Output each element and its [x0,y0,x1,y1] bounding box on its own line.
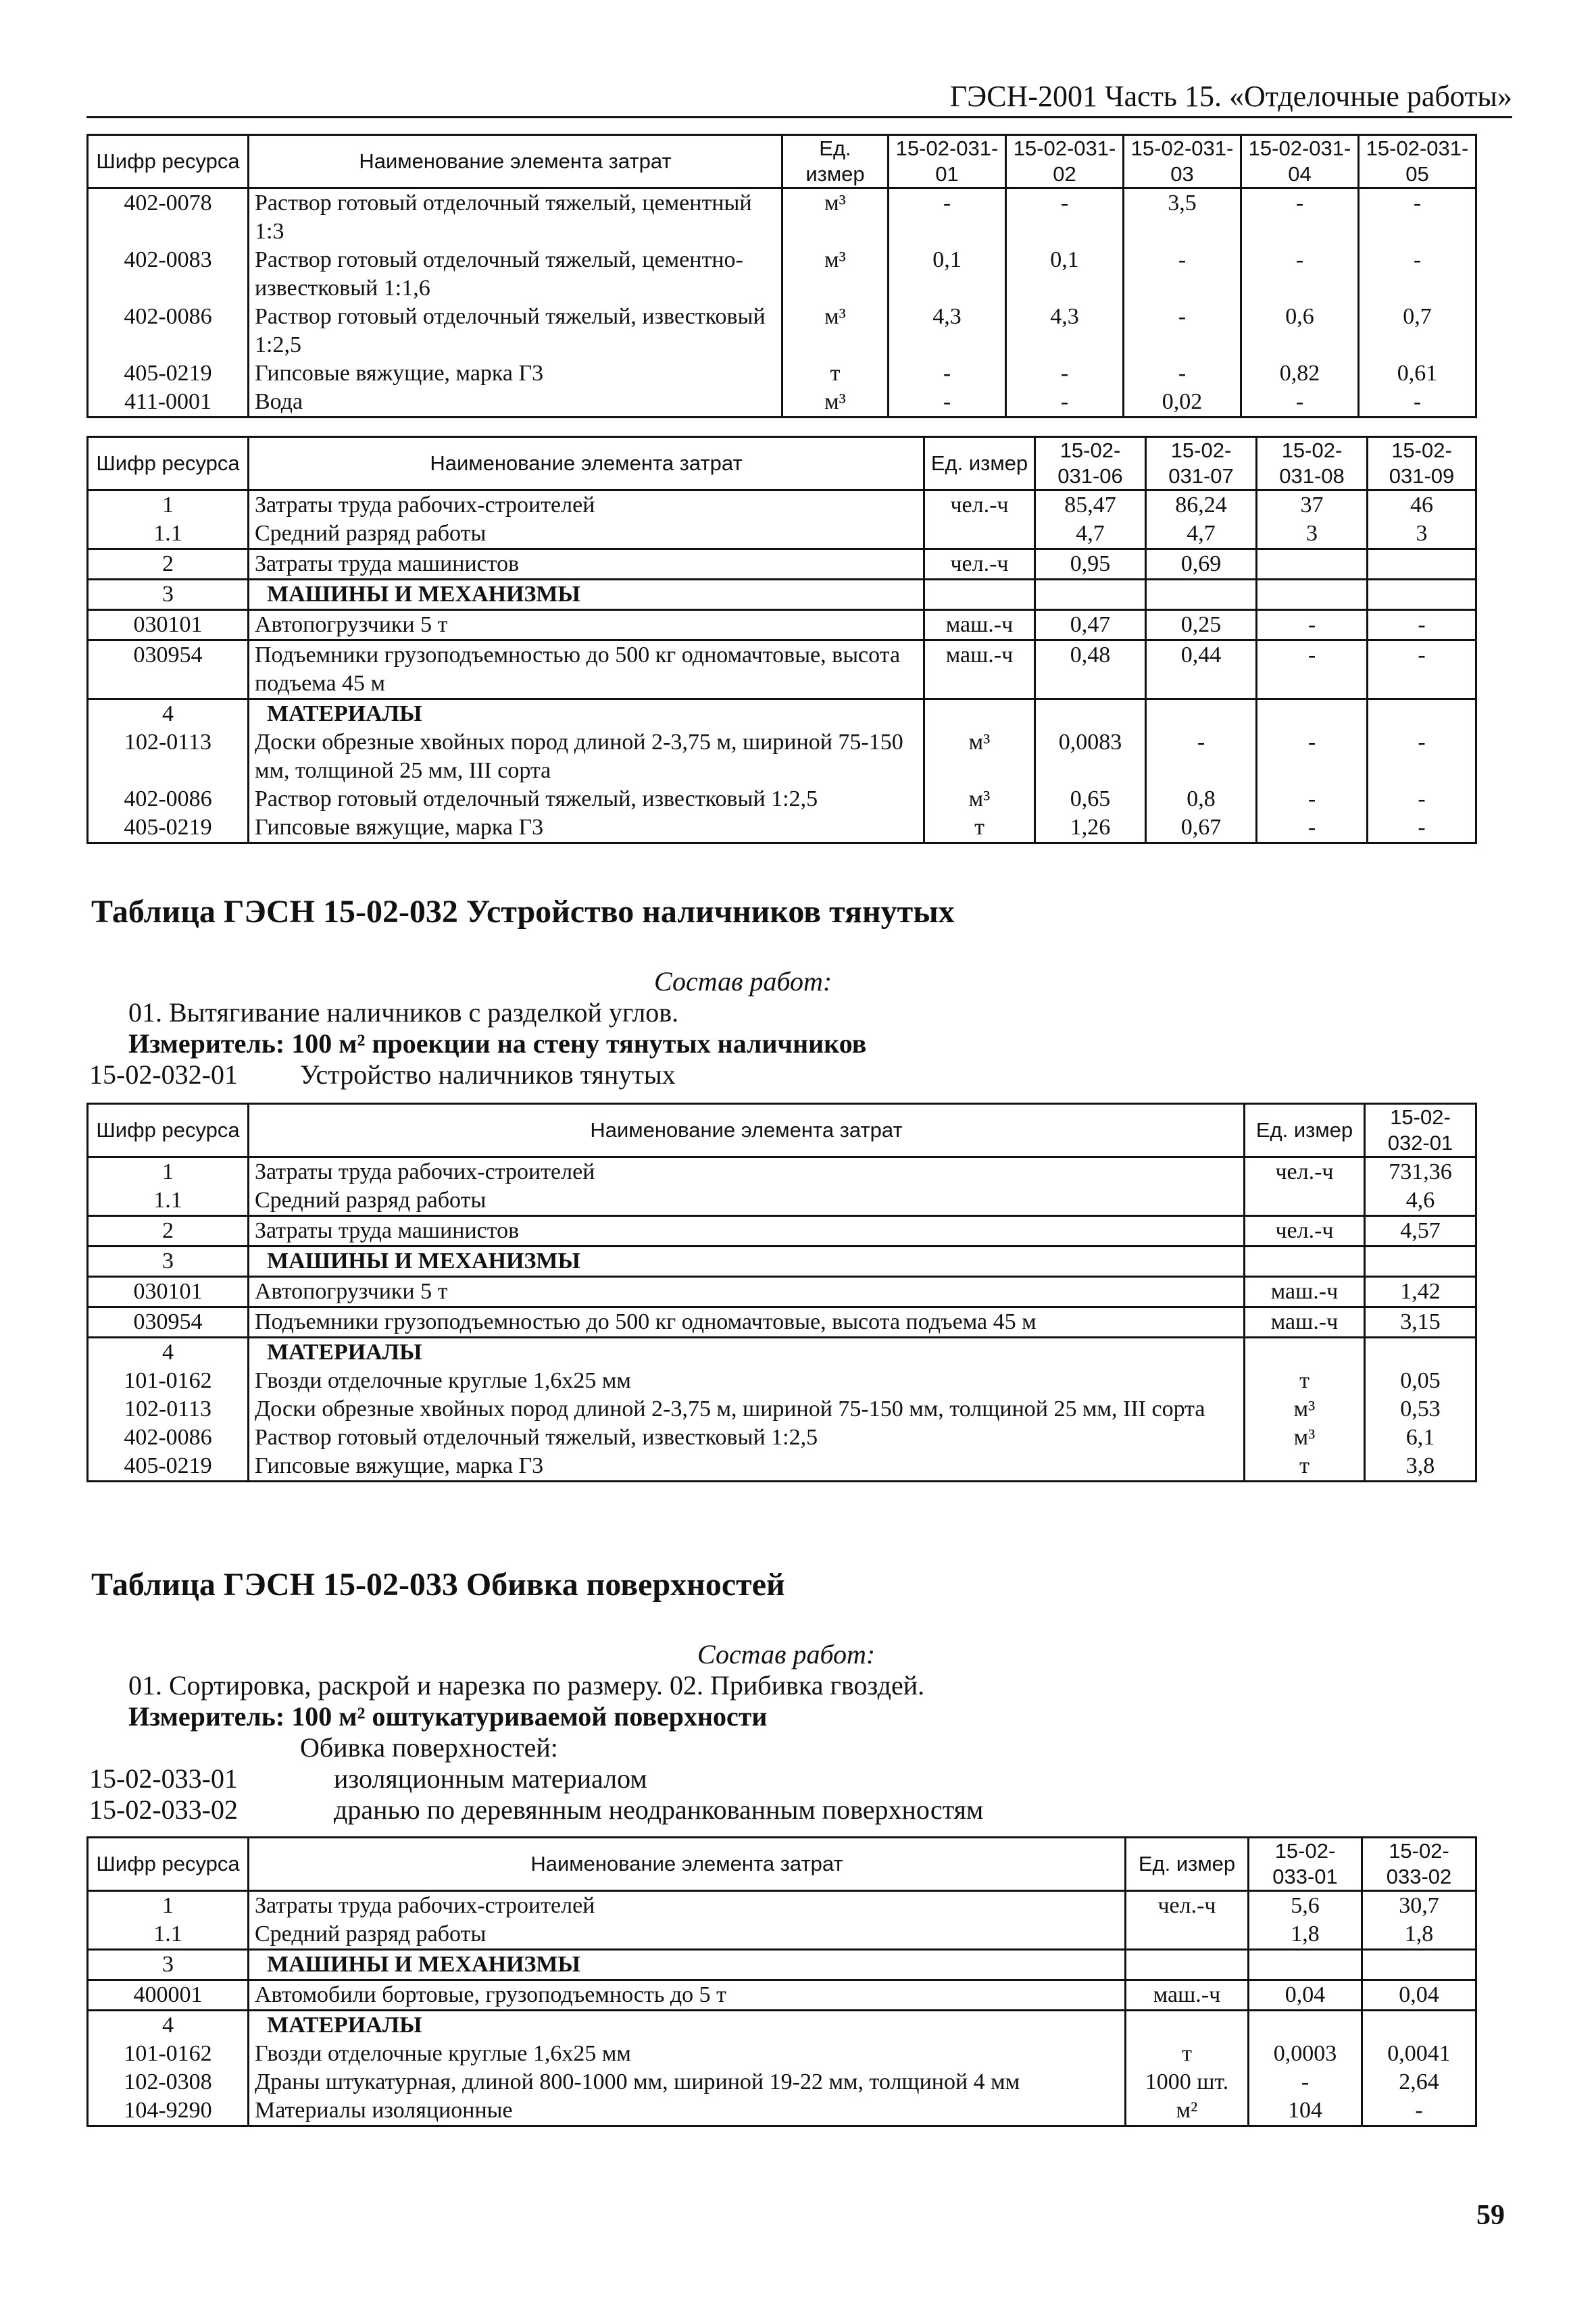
resource-name: Автопогрузчики 5 т [249,610,924,640]
value-cell [1365,1247,1476,1277]
unit-cell: м³ [782,303,889,359]
column-header: Ед. измер [924,437,1035,491]
unit-cell: м³ [1245,1424,1365,1452]
column-header: 15-02-031-09 [1368,437,1476,491]
value-cell: 0,69 [1146,549,1257,580]
value-cell: 1,26 [1035,813,1146,843]
norm-code: 15-02-032-01 [89,1059,238,1090]
resource-code: 030954 [88,640,249,699]
value-cell: - [889,359,1006,388]
resource-code: 1.1 [88,1186,249,1216]
unit-cell: т [1126,2040,1249,2068]
column-header: Наименование элемента затрат [249,1104,1245,1157]
table-row [88,699,1476,729]
value-cell [1257,580,1368,610]
value-cell: 4,6 [1365,1186,1476,1216]
resource-code: 4 [88,699,249,729]
resource-name: Гипсовые вяжущие, марка Г3 [249,359,782,388]
value-cell: 3,15 [1365,1307,1476,1338]
unit-cell: маш.-ч [1245,1277,1365,1307]
column-header: Шифр ресурса [88,1838,249,1891]
table-row [88,1367,1476,1395]
value-cell: 731,36 [1365,1157,1476,1187]
unit-cell: т [782,359,889,388]
unit-cell: маш.-ч [924,610,1035,640]
unit-cell: чел.-ч [924,491,1035,520]
value-cell: 4,3 [1006,303,1124,359]
resource-code: 405-0219 [88,813,249,843]
table-row [88,549,1476,580]
resource-code: 101-0162 [88,1367,249,1395]
resource-name: Затраты труда машинистов [249,549,924,580]
column-header: 15-02-031-05 [1359,135,1476,188]
table-row [88,813,1476,843]
table-row [88,1980,1476,2011]
unit-cell: т [1245,1452,1365,1482]
resource-name: Гвозди отделочные круглые 1,6х25 мм [249,1367,1245,1395]
unit-cell [1245,1186,1365,1216]
resource-name: Гипсовые вяжущие, марка Г3 [249,813,924,843]
resource-code: 102-0113 [88,1395,249,1424]
table-header-row [88,1104,1476,1157]
unit-cell [924,699,1035,729]
unit-cell: т [924,813,1035,843]
resource-code: 1.1 [88,520,249,549]
table-row [88,1186,1476,1216]
column-header: Шифр ресурса [88,135,249,188]
value-cell: 0,02 [1124,388,1241,418]
column-header: Шифр ресурса [88,437,249,491]
resource-code: 2 [88,549,249,580]
resource-code: 405-0219 [88,359,249,388]
resource-code: 1 [88,1157,249,1187]
table-header-row [88,135,1476,188]
value-cell: - [1359,246,1476,303]
value-cell: 3 [1257,520,1368,549]
value-cell: 0,47 [1035,610,1146,640]
table-row [88,388,1476,418]
column-header: 15-02-031-03 [1124,135,1241,188]
resource-name: Гвозди отделочные круглые 1,6х25 мм [249,2040,1126,2068]
value-cell: 0,44 [1146,640,1257,699]
unit-cell: чел.-ч [924,549,1035,580]
value-cell: 0,7 [1359,303,1476,359]
resource-name: Раствор готовый отделочный тяжелый, цементный 1:3 [249,188,782,247]
value-cell: - [889,188,1006,247]
value-cell: - [889,388,1006,418]
table-row [88,1452,1476,1482]
unit-cell [1126,1920,1249,1950]
unit-cell: 1000 шт. [1126,2068,1249,2096]
unit-cell [924,520,1035,549]
table-row [88,188,1476,247]
resource-name: Затраты труда рабочих-строителей [249,491,924,520]
value-cell: 0,48 [1035,640,1146,699]
resource-name: Раствор готовый отделочный тяжелый, известковый 1:2,5 [249,303,782,359]
table-032 [86,1103,1477,1482]
table-row [88,728,1476,785]
value-cell: 4,7 [1146,520,1257,549]
value-cell: - [1257,785,1368,813]
value-cell: - [1368,785,1476,813]
unit-cell: чел.-ч [1126,1891,1249,1921]
resource-code: 3 [88,1950,249,1980]
unit-cell [1126,2011,1249,2040]
column-header: Наименование элемента затрат [249,1838,1126,1891]
resource-name: Затраты труда машинистов [249,1216,1245,1247]
value-cell: 0,25 [1146,610,1257,640]
resource-name: Доски обрезные хвойных пород длиной 2-3,75 м, шириной 75-150 мм, толщиной 25 мм, III сорта [249,728,924,785]
unit-cell: маш.-ч [924,640,1035,699]
value-cell: 46 [1368,491,1476,520]
resource-name: Раствор готовый отделочный тяжелый, известковый 1:2,5 [249,785,924,813]
value-cell: - [1359,388,1476,418]
value-cell: - [1241,188,1359,247]
meter-033: Измеритель: 100 м² оштукатуриваемой поверхности [128,1701,768,1732]
resource-code: 101-0162 [88,2040,249,2068]
column-header: 15-02-031-02 [1006,135,1124,188]
resource-code: 3 [88,1247,249,1277]
value-cell [1257,699,1368,729]
resource-name: Драны штукатурная, длиной 800-1000 мм, шириной 19-22 мм, толщиной 4 мм [249,2068,1126,2096]
resource-code: 402-0086 [88,303,249,359]
value-cell: - [1257,813,1368,843]
value-cell: - [1006,359,1124,388]
resource-code: 3 [88,580,249,610]
resource-name: Вода [249,388,782,418]
value-cell: 5,6 [1249,1891,1362,1921]
table-title-033: Таблица ГЭСН 15-02-033 Обивка поверхностей [91,1567,785,1603]
value-cell: 0,04 [1249,1980,1362,2011]
table-row [88,1395,1476,1424]
value-cell: - [1241,246,1359,303]
resource-code: 411-0001 [88,388,249,418]
value-cell: 0,0041 [1362,2040,1476,2068]
resource-code: 402-0083 [88,246,249,303]
value-cell [1249,1950,1362,1980]
resource-code: 030954 [88,1307,249,1338]
value-cell: 0,05 [1365,1367,1476,1395]
value-cell: 3 [1368,520,1476,549]
value-cell: 30,7 [1362,1891,1476,1921]
value-cell: - [1124,246,1241,303]
unit-cell: м³ [782,388,889,418]
value-cell: 0,82 [1241,359,1359,388]
table-row [88,610,1476,640]
resource-code: 102-0308 [88,2068,249,2096]
resource-name: МАТЕРИАЛЫ [249,1338,1245,1367]
value-cell [1368,580,1476,610]
norm-description: Устройство наличников тянутых [300,1059,676,1090]
table-row [88,1891,1476,1921]
resource-name: Автомобили бортовые, грузоподъемность до 5 т [249,1980,1126,2011]
value-cell: 1,8 [1362,1920,1476,1950]
unit-cell: м³ [782,188,889,247]
column-header: Ед. измер [1245,1104,1365,1157]
resource-name: Затраты труда рабочих-строителей [249,1157,1245,1187]
value-cell: 0,61 [1359,359,1476,388]
value-cell: 4,57 [1365,1216,1476,1247]
value-cell: - [1362,2096,1476,2126]
group-title-033: Обивка поверхностей: [300,1732,558,1763]
table-row [88,1424,1476,1452]
resource-name: Доски обрезные хвойных пород длиной 2-3,75 м, шириной 75-150 мм, толщиной 25 мм, III сорта [249,1395,1245,1424]
resource-code: 1 [88,491,249,520]
unit-cell [1245,1247,1365,1277]
page-number: 59 [1476,2200,1505,2231]
unit-cell [1245,1338,1365,1367]
value-cell [1146,699,1257,729]
composition-label-033: Состав работ: [697,1639,876,1669]
resource-name: Раствор готовый отделочный тяжелый, цементно-известковый 1:1,6 [249,246,782,303]
value-cell: - [1124,359,1241,388]
value-cell: 0,1 [889,246,1006,303]
value-cell [1365,1338,1476,1367]
value-cell: 85,47 [1035,491,1146,520]
table-033 [86,1836,1477,2127]
value-cell: - [1368,813,1476,843]
value-cell: - [1124,303,1241,359]
value-cell [1249,2011,1362,2040]
unit-cell: м³ [1245,1395,1365,1424]
column-header: 15-02-031-06 [1035,437,1146,491]
value-cell: 0,1 [1006,246,1124,303]
table-row [88,2068,1476,2096]
value-cell: - [1257,640,1368,699]
value-cell: - [1006,388,1124,418]
table-header-row [88,437,1476,491]
table-031-b [86,436,1477,844]
unit-cell: маш.-ч [1245,1307,1365,1338]
value-cell: - [1257,610,1368,640]
resource-name: Средний разряд работы [249,520,924,549]
table-row [88,1277,1476,1307]
value-cell [1362,2011,1476,2040]
norm-description: изоляционным материалом [334,1763,647,1794]
meter-032: Измеритель: 100 м² проекции на стену тянутых наличников [128,1028,867,1059]
table-row [88,2096,1476,2126]
value-cell [1035,580,1146,610]
value-cell: 0,0003 [1249,2040,1362,2068]
column-header: 15-02-032-01 [1365,1104,1476,1157]
value-cell [1362,1950,1476,1980]
value-cell [1368,549,1476,580]
resource-code: 104-9290 [88,2096,249,2126]
column-header: 15-02-031-01 [889,135,1006,188]
value-cell: - [1249,2068,1362,2096]
resource-name: Подъемники грузоподъемностью до 500 кг одномачтовые, высота подъема 45 м [249,640,924,699]
value-cell: 2,64 [1362,2068,1476,2096]
norm-code: 15-02-033-02 [89,1794,238,1825]
value-cell: - [1006,188,1124,247]
column-header: 15-02-033-02 [1362,1838,1476,1891]
table-row [88,520,1476,549]
value-cell: 1,42 [1365,1277,1476,1307]
resource-name: Гипсовые вяжущие, марка Г3 [249,1452,1245,1482]
value-cell: 0,67 [1146,813,1257,843]
resource-name: Автопогрузчики 5 т [249,1277,1245,1307]
resource-code: 405-0219 [88,1452,249,1482]
value-cell: - [1368,728,1476,785]
table-header-row [88,1838,1476,1891]
unit-cell: чел.-ч [1245,1157,1365,1187]
table-row [88,640,1476,699]
resource-code: 4 [88,2011,249,2040]
value-cell: 3,5 [1124,188,1241,247]
column-header: 15-02-031-08 [1257,437,1368,491]
value-cell [1257,549,1368,580]
value-cell: - [1241,388,1359,418]
value-cell [1368,699,1476,729]
table-row [88,1157,1476,1187]
resource-name: Раствор готовый отделочный тяжелый, известковый 1:2,5 [249,1424,1245,1452]
unit-cell: м² [1126,2096,1249,2126]
resource-code: 102-0113 [88,728,249,785]
table-row [88,1307,1476,1338]
table-031-a [86,134,1477,418]
unit-cell: чел.-ч [1245,1216,1365,1247]
table-row [88,491,1476,520]
page-header: ГЭСН-2001 Часть 15. «Отделочные работы» [86,80,1512,118]
value-cell [1035,699,1146,729]
table-row [88,246,1476,303]
unit-cell [1126,1950,1249,1980]
column-header: 15-02-031-07 [1146,437,1257,491]
value-cell: 0,0083 [1035,728,1146,785]
unit-cell [924,580,1035,610]
norm-code: 15-02-033-01 [89,1763,238,1794]
norm-description: дранью по деревянным неодранкованным поверхностям [334,1794,984,1825]
value-cell: - [1368,640,1476,699]
column-header: Наименование элемента затрат [249,135,782,188]
value-cell: 0,8 [1146,785,1257,813]
resource-code: 2 [88,1216,249,1247]
value-cell: 0,6 [1241,303,1359,359]
resource-code: 1 [88,1891,249,1921]
value-cell: 0,04 [1362,1980,1476,2011]
resource-name: Средний разряд работы [249,1186,1245,1216]
unit-cell: м³ [782,246,889,303]
value-cell: - [1146,728,1257,785]
value-cell: 4,7 [1035,520,1146,549]
composition-text-033: 01. Сортировка, раскрой и нарезка по размеру. 02. Прибивка гвоздей. [128,1670,925,1701]
composition-text-032: 01. Вытягивание наличников с разделкой углов. [128,997,679,1028]
resource-name: Затраты труда рабочих-строителей [249,1891,1126,1921]
column-header: Наименование элемента затрат [249,437,924,491]
value-cell: 6,1 [1365,1424,1476,1452]
table-row [88,1338,1476,1367]
composition-label-032: Состав работ: [654,966,832,997]
resource-code: 400001 [88,1980,249,2011]
table-row [88,1216,1476,1247]
resource-code: 402-0086 [88,1424,249,1452]
table-row [88,1247,1476,1277]
table-row [88,785,1476,813]
resource-name: МАТЕРИАЛЫ [249,2011,1126,2040]
resource-name: МАШИНЫ И МЕХАНИЗМЫ [249,1950,1126,1980]
unit-cell: т [1245,1367,1365,1395]
resource-code: 402-0078 [88,188,249,247]
table-row [88,303,1476,359]
table-row [88,580,1476,610]
value-cell: - [1368,610,1476,640]
resource-name: Средний разряд работы [249,1920,1126,1950]
table-row [88,2040,1476,2068]
value-cell: 86,24 [1146,491,1257,520]
table-row [88,359,1476,388]
table-title-032: Таблица ГЭСН 15-02-032 Устройство наличников тянутых [91,894,955,930]
value-cell: 4,3 [889,303,1006,359]
resource-code: 4 [88,1338,249,1367]
resource-name: МАШИНЫ И МЕХАНИЗМЫ [249,1247,1245,1277]
unit-cell: маш.-ч [1126,1980,1249,2011]
value-cell: 0,95 [1035,549,1146,580]
unit-cell: м³ [924,785,1035,813]
table-row [88,1920,1476,1950]
column-header: 15-02-033-01 [1249,1838,1362,1891]
unit-cell: м³ [924,728,1035,785]
resource-name: Подъемники грузоподъемностью до 500 кг одномачтовые, высота подъема 45 м [249,1307,1245,1338]
value-cell [1146,580,1257,610]
value-cell: - [1257,728,1368,785]
resource-code: 1.1 [88,1920,249,1950]
resource-name: Материалы изоляционные [249,2096,1126,2126]
resource-name: МАТЕРИАЛЫ [249,699,924,729]
value-cell: 37 [1257,491,1368,520]
column-header: 15-02-031-04 [1241,135,1359,188]
value-cell: - [1359,188,1476,247]
value-cell: 1,8 [1249,1920,1362,1950]
resource-code: 030101 [88,610,249,640]
resource-code: 402-0086 [88,785,249,813]
column-header: Ед. измер [782,135,889,188]
value-cell: 0,65 [1035,785,1146,813]
resource-name: МАШИНЫ И МЕХАНИЗМЫ [249,580,924,610]
column-header: Ед. измер [1126,1838,1249,1891]
value-cell: 104 [1249,2096,1362,2126]
table-row [88,2011,1476,2040]
resource-code: 030101 [88,1277,249,1307]
table-row [88,1950,1476,1980]
value-cell: 0,53 [1365,1395,1476,1424]
value-cell: 3,8 [1365,1452,1476,1482]
column-header: Шифр ресурса [88,1104,249,1157]
